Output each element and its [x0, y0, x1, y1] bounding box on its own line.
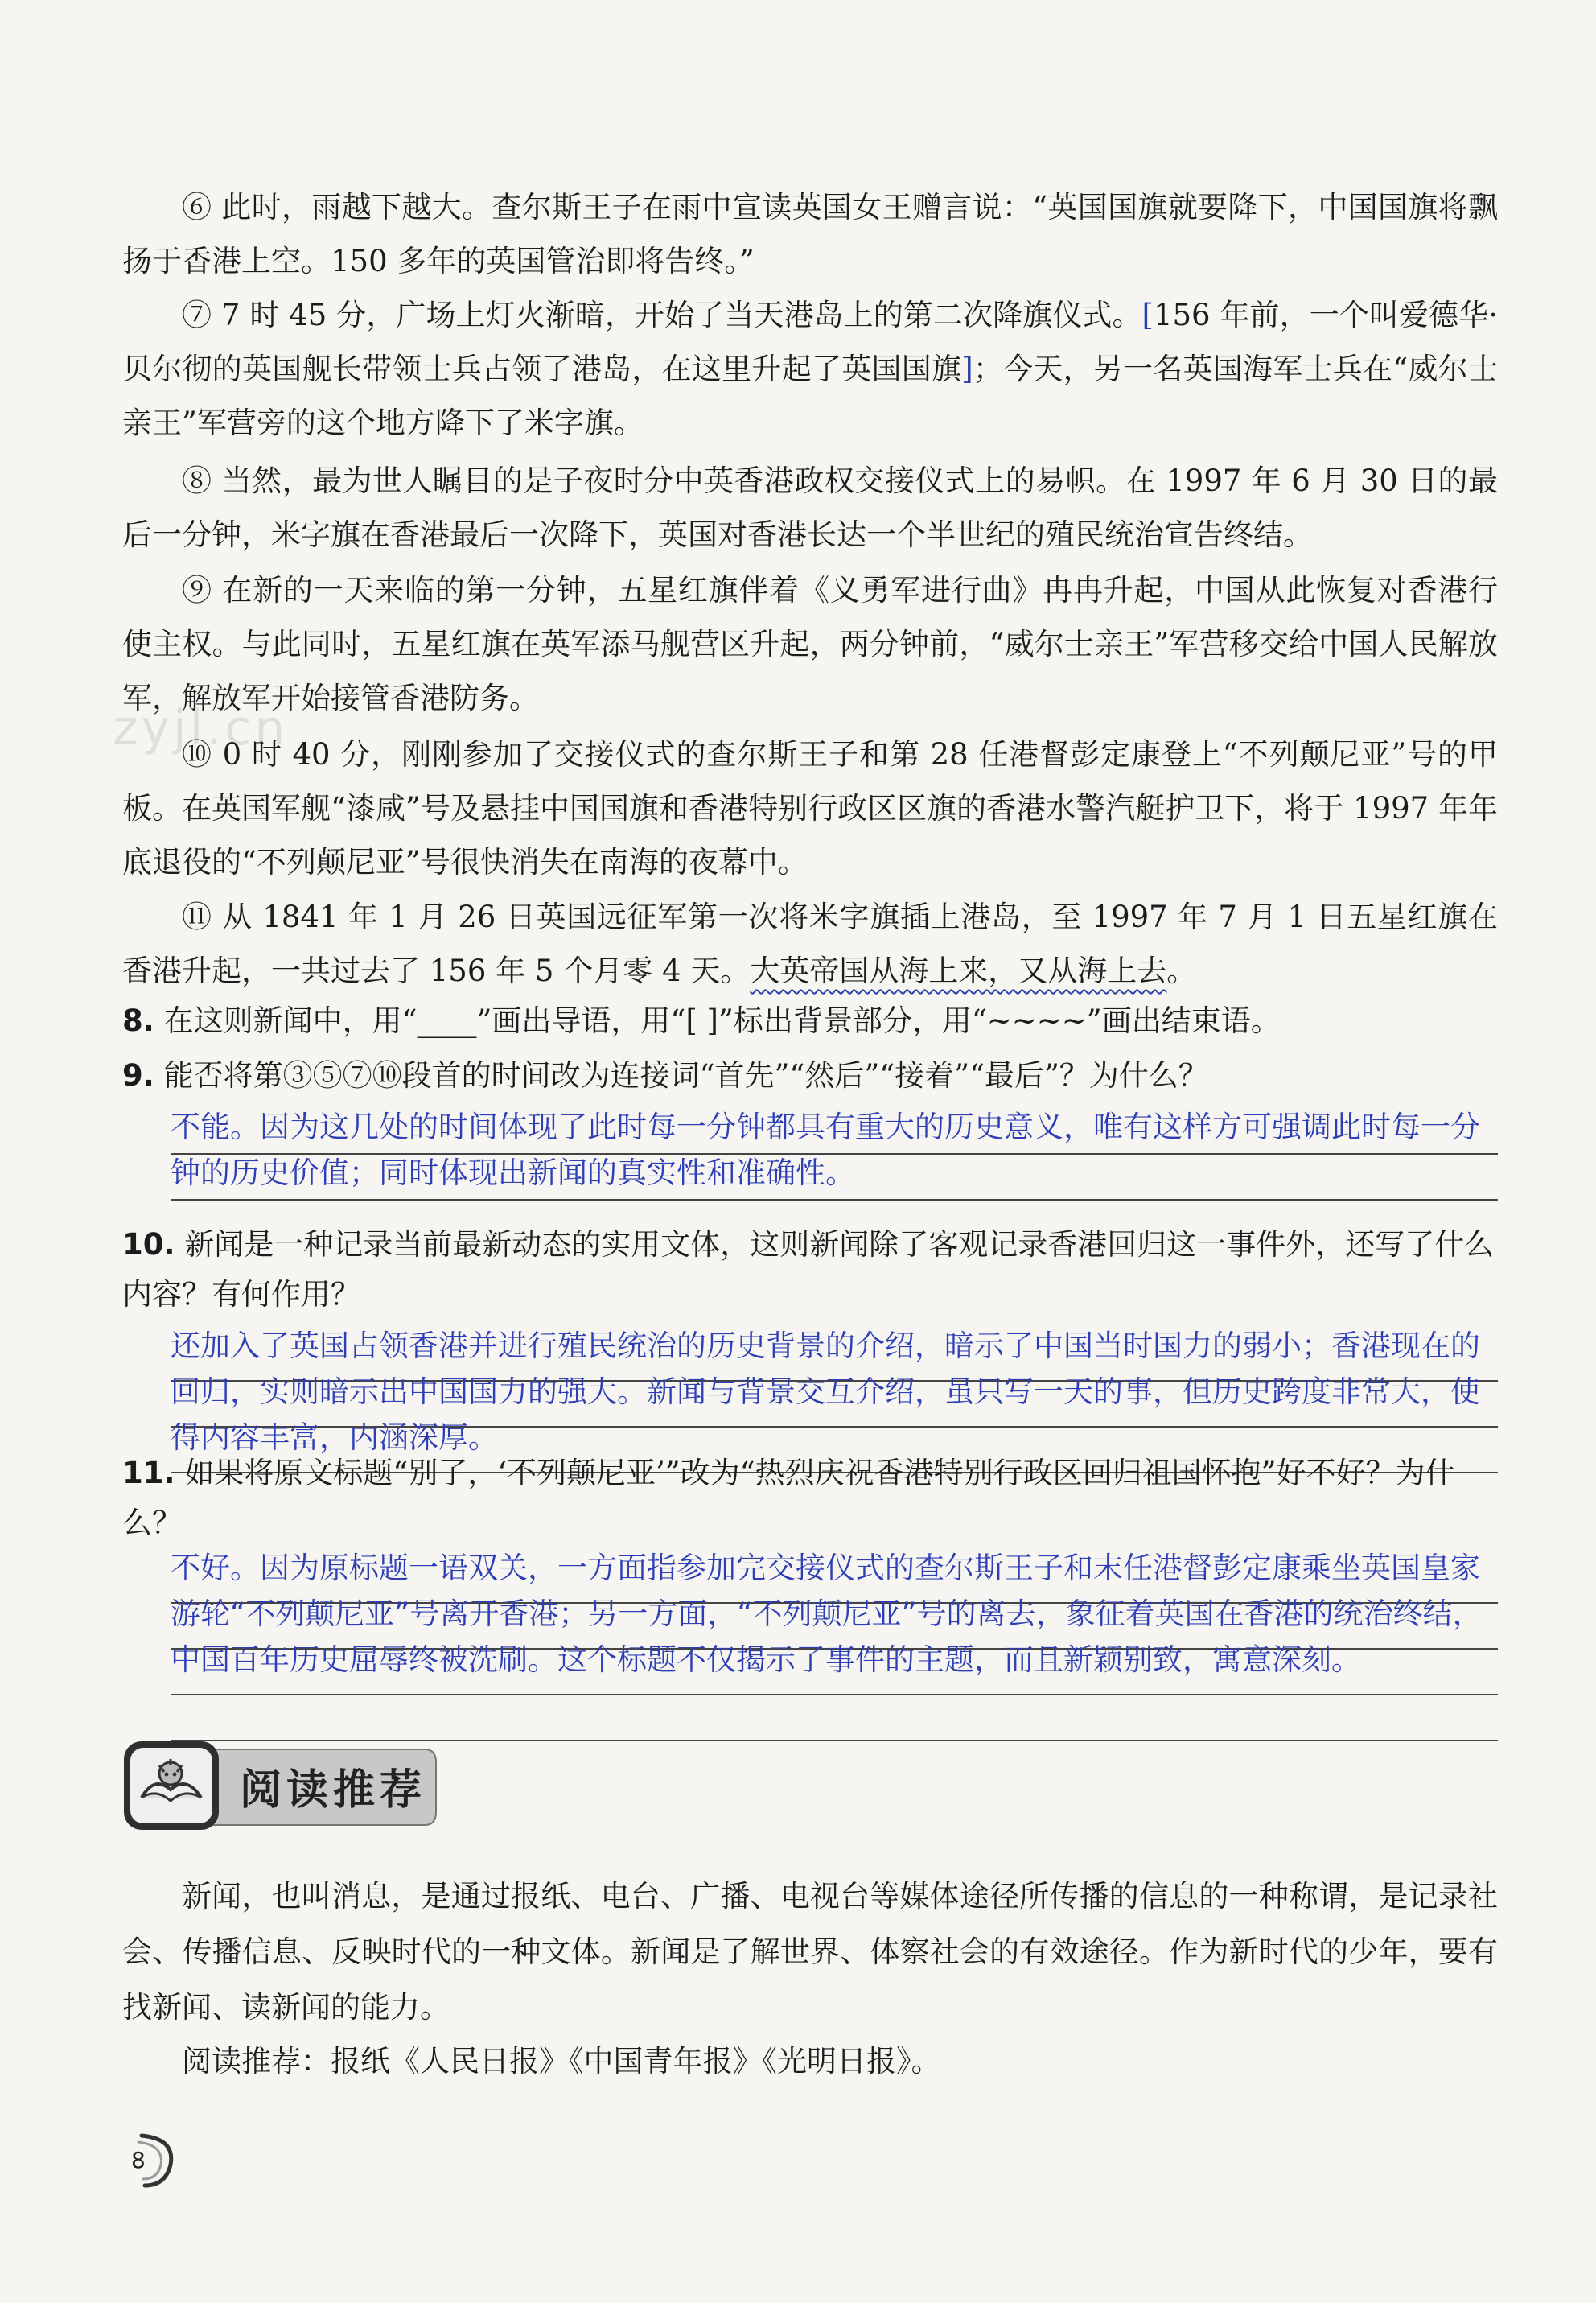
background-bracket-close: ] — [961, 352, 973, 386]
question-text: 在这则新闻中，用“____”画出导语，用“[ ]”标出背景部分，用“~~~~”画出结束语。 — [163, 1003, 1281, 1038]
question-number: 11. — [122, 1456, 175, 1490]
answer-9[interactable]: 不能。因为这几处的时间体现了此时每一分钟都具有重大的历史意义，唯有这样方可强调此时每一分钟的历史价值；同时体现出新闻的真实性和准确性。 — [171, 1110, 1480, 1190]
recommend-body: 新闻，也叫消息，是通过报纸、电台、广播、电视台等媒体途径所传播的信息的一种称谓，是记录社会、传播信息、反映时代的一种文体。新闻是了解世界、体察社会的有效途径。作为新时代的少年，要有找新闻、读新闻的能力。 — [122, 1879, 1498, 2025]
open-book-icon — [130, 1748, 212, 1823]
paragraph-11 — [122, 890, 1498, 998]
paragraph-11-lead: ⑪ 从 1841 年 1 月 26 日英国远征军第一次将米字旗插上港岛，至 1997 年 7 月 1 日五星红旗在香港升起，一共过去了 156 年 5 个月零 4 天。 — [122, 900, 1498, 988]
question-text: 新闻是一种记录当前最新动态的实用文体，这则新闻除了客观记录香港回归这一事件外，还写了什么内容？有何作用？ — [122, 1227, 1495, 1312]
paragraph-8: ⑧ 当然，最为世人瞩目的是子夜时分中英香港政权交接仪式上的易帜。在 1997 年 6 月 30 日的最后一分钟，米字旗在香港最后一次降下，英国对香港长达一个半世纪的殖民统治宣告终结。 — [122, 463, 1498, 552]
background-section: 156 年前，一个叫爱德华·贝尔彻的英国舰长带领士兵占领了港岛，在这里升起了英国国旗 — [122, 298, 1498, 386]
paragraph-11-period: 。 — [1166, 954, 1197, 988]
paragraph-7-lead: ⑦ 7 时 45 分，广场上灯火渐暗，开始了当天港岛上的第二次降旗仪式。 — [182, 298, 1142, 332]
answer-10[interactable]: 还加入了英国占领香港并进行殖民统治的历史背景的介绍，暗示了中国当时国力的弱小；香港现在的回归，实则暗示出中国国力的强大。新闻与背景交互介绍，虽只写一天的事，但历史跨度非常大，使得内容丰富，内涵深厚。 — [171, 1329, 1480, 1455]
page-number: 8 — [131, 2147, 146, 2173]
paragraph-10: ⑩ 0 时 40 分，刚刚参加了交接仪式的查尔斯王子和第 28 任港督彭定康登上“不列颠尼亚”号的甲板。在英国军舰“漆咸”号及悬挂中国国旗和香港特别行政区区旗的香港水警汽艇护卫下，将于 1997 年年底退役的“不列颠尼亚”号很快消失在南海的夜幕中。 — [122, 737, 1498, 880]
banner-title: 阅读推荐 — [240, 1766, 427, 1815]
paragraph-7 — [122, 288, 1498, 450]
background-bracket-open: [ — [1141, 298, 1154, 332]
question-8 — [122, 996, 1498, 1046]
question-text: 能否将第③⑤⑦⑩段首的时间改为连接词“首先”“然后”“接着”“最后”？为什么？ — [163, 1058, 1208, 1093]
ending-sentence: 大英帝国从海上来，又从海上去 — [750, 954, 1167, 988]
question-10 — [122, 1220, 1498, 1320]
answer-11[interactable]: 不好。因为原标题一语双关，一方面指参加完交接仪式的查尔斯王子和末任港督彭定康乘坐英国皇家游轮“不列颠尼亚”号离开香港；另一方面，“不列颠尼亚”号的离去，象征着英国在香港的统治终结，中国百年历史屈辱终被洗刷。这个标题不仅揭示了事件的主题，而且新颖别致，寓意深刻。 — [171, 1551, 1483, 1677]
paragraph-6: ⑥ 此时，雨越下越大。查尔斯王子在雨中宣读英国女王赠言说：“英国国旗就要降下，中国国旗将飘扬于香港上空。150 多年的英国管治即将告终。” — [122, 190, 1498, 278]
paragraph-9: ⑨ 在新的一天来临的第一分钟，五星红旗伴着《义勇军进行曲》冉冉升起，中国从此恢复对香港行使主权。与此同时，五星红旗在英军添马舰营区升起，两分钟前，“威尔士亲王”军营移交给中国人民解放军，解放军开始接管香港防务。 — [122, 573, 1498, 715]
page-number-swirl-icon — [117, 2129, 179, 2190]
question-number: 9. — [122, 1058, 154, 1093]
question-11 — [122, 1448, 1498, 1548]
reading-recommend-banner — [121, 1738, 441, 1833]
question-number: 8. — [122, 1003, 154, 1038]
watermark: zyjl.cn — [113, 700, 289, 756]
paragraph-7-rest: ；今天，另一名英国海军士兵在“威尔士亲王”军营旁的这个地方降下了米字旗。 — [122, 352, 1498, 440]
question-number: 10. — [122, 1227, 175, 1262]
question-text: 如果将原文标题“别了，‘不列颠尼亚’”改为“热烈庆祝香港特别行政区回归祖国怀抱”好不好？为什么？ — [122, 1456, 1455, 1540]
question-9 — [122, 1051, 1498, 1101]
recommend-list: 阅读推荐：报纸《人民日报》《中国青年报》《光明日报》。 — [182, 2044, 941, 2078]
